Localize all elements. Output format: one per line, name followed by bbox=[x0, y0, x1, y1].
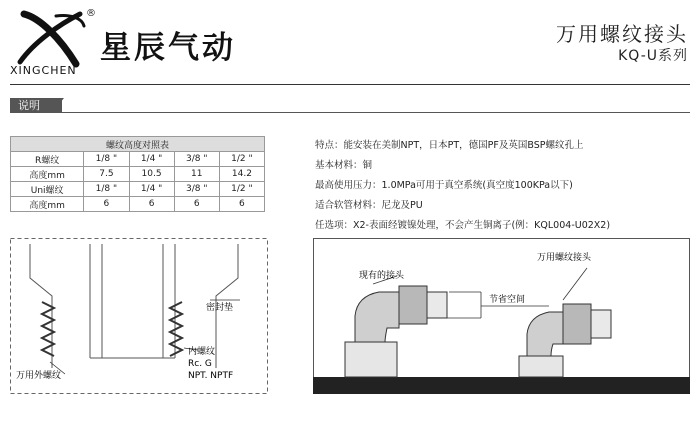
feature-item: 基本材料：铜 bbox=[315, 160, 373, 171]
thread-height-table bbox=[10, 136, 265, 212]
feature-item: 特点：能安装在美制NPT，日本PT，德国PF及英国BSP螺纹孔上 bbox=[315, 140, 584, 151]
thread-zigzag bbox=[42, 302, 182, 356]
row-label: Uni螺纹 bbox=[11, 182, 84, 197]
universal-thread-label: 万用外螺纹 bbox=[16, 371, 62, 381]
table-cell: 6 bbox=[174, 197, 219, 212]
feature-item: 任选项：X2-表面经镀镍处理，不会产生铜离子(例：KQL004-U02X2) bbox=[315, 220, 611, 231]
product-series: KQ-U系列 bbox=[618, 48, 688, 64]
registered-mark: ® bbox=[86, 8, 96, 19]
product-title: 万用螺纹接头 bbox=[556, 22, 688, 46]
table-row bbox=[11, 167, 265, 182]
table-cell: 3/8 " bbox=[174, 152, 219, 167]
table-cell: 1/2 " bbox=[219, 152, 264, 167]
mounting-base bbox=[313, 377, 690, 394]
row-label: 高度mm bbox=[11, 197, 84, 212]
header-divider bbox=[10, 84, 690, 85]
seal-label: 密封垫 bbox=[206, 303, 234, 313]
universal-fitting bbox=[519, 304, 611, 377]
table-cell: 7.5 bbox=[84, 167, 129, 182]
inner-thread-label: 内螺纹 bbox=[188, 347, 216, 357]
space-saving-comparison-diagram bbox=[313, 238, 690, 394]
table-cell: 1/2 " bbox=[219, 182, 264, 197]
table-cell: 1/8 " bbox=[84, 182, 129, 197]
table-caption: 螺纹高度对照表 bbox=[11, 137, 265, 152]
feature-item: 最高使用压力：1.0MPa可用于真空系统(真空度100KPa以下) bbox=[315, 180, 573, 191]
inner-thread-types-1: Rc. G bbox=[188, 359, 212, 369]
table-cell: 10.5 bbox=[129, 167, 174, 182]
xingchen-logo-mark bbox=[10, 8, 90, 70]
table-cell: 1/4 " bbox=[129, 152, 174, 167]
row-label: R螺纹 bbox=[11, 152, 84, 167]
inner-thread-types-2: NPT. NPTF bbox=[188, 371, 234, 381]
brand-name-en: XINGCHEN bbox=[10, 64, 77, 77]
feature-list bbox=[315, 136, 695, 236]
space-saving-label: 节省空间 bbox=[489, 295, 526, 305]
table-cell: 11 bbox=[174, 167, 219, 182]
row-label: 高度mm bbox=[11, 167, 84, 182]
brand-name-cn: 星辰气动 bbox=[100, 30, 236, 66]
section-tab-tail bbox=[52, 98, 64, 113]
section-divider bbox=[10, 112, 690, 113]
section-tab-description: 说明 bbox=[10, 98, 62, 113]
table-caption-row bbox=[11, 137, 265, 152]
universal-fitting-label: 万用螺纹接头 bbox=[537, 253, 592, 263]
table-cell: 6 bbox=[129, 197, 174, 212]
table-row bbox=[11, 197, 265, 212]
table-cell: 6 bbox=[84, 197, 129, 212]
table-cell: 6 bbox=[219, 197, 264, 212]
thread-cross-section-diagram bbox=[10, 238, 268, 394]
existing-fitting-label: 现有的接头 bbox=[359, 271, 405, 281]
table-cell: 1/4 " bbox=[129, 182, 174, 197]
table-cell: 14.2 bbox=[219, 167, 264, 182]
table-cell: 1/8 " bbox=[84, 152, 129, 167]
table-row bbox=[11, 182, 265, 197]
feature-item: 适合软管材料：尼龙及PU bbox=[315, 200, 423, 211]
table-cell: 3/8 " bbox=[174, 182, 219, 197]
table-row bbox=[11, 152, 265, 167]
existing-fitting bbox=[345, 286, 447, 377]
